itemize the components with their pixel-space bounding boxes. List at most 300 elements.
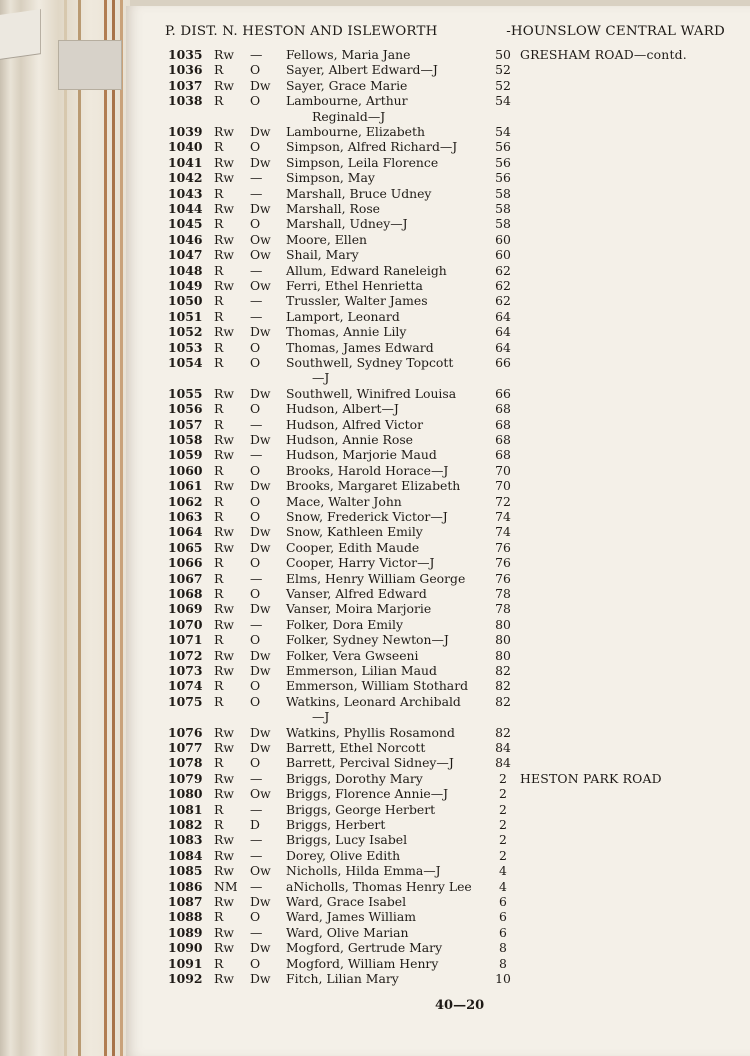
second-code: Ow [250,278,271,293]
entry-number: 1065 [168,539,203,555]
elector-name: Trussler, Walter James [286,293,428,309]
second-code: O [250,493,261,509]
house-number: 8 [499,955,507,971]
street-name: HESTON PARK ROAD [520,770,662,786]
second-code: D [250,817,260,832]
house-number: 62 [495,293,511,309]
second-code: — [250,770,263,786]
qualification-code: R [214,493,224,509]
house-number: 2 [499,801,507,817]
qualification-code: Rw [214,724,234,740]
house-number: 58 [495,185,511,201]
elector-name: Shail, Mary [286,247,359,263]
qualification-code: Rw [214,324,234,340]
qualification-code: Rw [214,863,234,879]
register-row [0,540,740,556]
house-number: 2 [499,847,507,863]
register-row [0,263,740,279]
entry-number: 1074 [168,678,203,694]
entry-number: 1092 [168,971,203,986]
elector-name: Snow, Kathleen Emily [286,524,423,540]
elector-name: Simpson, May [286,170,375,186]
entry-number: 1079 [168,770,203,786]
elector-name: Barrett, Ethel Norcott [286,740,426,755]
entry-number: 1090 [168,940,203,956]
register-row [0,586,740,602]
elector-name: Vanser, Moira Marjorie [286,601,432,617]
house-number: 2 [499,817,507,832]
register-row [0,617,740,633]
elector-name: Marshall, Bruce Udney [286,185,432,201]
register-row [0,571,740,587]
elector-name: Briggs, Dorothy Mary [286,770,423,786]
house-number: 52 [495,62,511,78]
house-number: 84 [495,755,511,771]
register-row [0,47,740,63]
entry-number: 1051 [168,308,203,324]
second-code: Dw [250,124,271,139]
house-number: 60 [495,247,511,263]
second-code: — [250,262,263,278]
house-number: 68 [495,447,511,463]
second-code: O [250,909,261,925]
second-code: Dw [250,385,271,401]
entry-number: 1052 [168,324,203,340]
second-code: O [250,509,261,524]
second-code: — [250,416,263,432]
house-number: 64 [495,308,511,324]
register-row [0,632,740,648]
second-code: Ow [250,786,271,802]
house-number: 66 [495,355,511,370]
register-row [0,663,740,679]
house-number: 78 [495,586,511,601]
second-code: Dw [250,971,271,986]
entry-number: 1059 [168,447,203,463]
elector-name: Mogford, William Henry [286,955,439,971]
entry-number: 1069 [168,601,203,617]
house-number: 56 [495,139,511,155]
register-row [0,494,740,510]
entry-number: 1067 [168,570,203,586]
entry-number: 1061 [168,478,203,494]
house-number: 82 [495,724,511,740]
qualification-code: R [214,293,224,309]
second-code: — [250,616,263,632]
house-number: 82 [495,663,511,678]
second-code: O [250,216,261,232]
second-code: O [250,355,261,370]
entry-number: 1048 [168,262,203,278]
entry-number: 1085 [168,863,203,879]
qualification-code: R [214,308,224,324]
qualification-code: Rw [214,231,234,247]
register-row [0,463,740,479]
register-row [0,940,740,956]
entry-number: 1064 [168,524,203,540]
house-number: 60 [495,231,511,247]
house-number: 4 [499,863,507,879]
register-row [0,417,740,433]
entry-number: 1040 [168,139,203,155]
qualification-code: Rw [214,77,234,93]
elector-name: Elms, Henry William George [286,570,466,586]
entry-number: 1072 [168,647,203,663]
entry-number: 1042 [168,170,203,186]
register-row [0,879,740,895]
second-code: Dw [250,324,271,340]
second-code: Dw [250,647,271,663]
page-footer: 40—20 [435,998,485,1013]
entry-number: 1045 [168,216,203,232]
entry-number: 1075 [168,693,203,709]
house-number: 74 [495,509,511,524]
house-number: 6 [499,924,507,940]
house-number: 56 [495,154,511,170]
register-row-continuation [0,709,740,725]
register-row [0,293,740,309]
qualification-code: R [214,139,224,155]
qualification-code: Rw [214,432,234,447]
elector-name: Sayer, Albert Edward—J [286,62,438,78]
second-code: — [250,832,263,848]
second-code: — [250,878,263,894]
qualification-code: R [214,755,224,771]
second-code: — [250,801,263,817]
entry-number: 1066 [168,555,203,571]
qualification-code: Rw [214,924,234,940]
qualification-code: R [214,586,224,601]
register-row [0,678,740,694]
house-number: 68 [495,401,511,417]
qualification-code: Rw [214,647,234,663]
elector-name: Hudson, Annie Rose [286,432,414,447]
elector-name: Vanser, Alfred Edward [286,586,427,601]
qualification-code: Rw [214,940,234,956]
second-code: — [250,447,263,463]
elector-name: Fellows, Maria Jane [286,47,411,62]
header-district: P. DIST. N. HESTON AND ISLEWORTH [165,24,438,39]
entry-number: 1057 [168,416,203,432]
register-row [0,817,740,833]
qualification-code: Rw [214,601,234,617]
entry-number: 1037 [168,77,203,93]
elector-name: Folker, Dora Emily [286,616,403,632]
qualification-code: R [214,355,224,370]
entry-number: 1081 [168,801,203,817]
second-code: Dw [250,539,271,555]
entry-number: 1089 [168,924,203,940]
entry-number: 1050 [168,293,203,309]
register-row [0,309,740,325]
register-row [0,201,740,217]
second-code: O [250,339,261,355]
elector-name: Watkins, Phyllis Rosamond [286,724,455,740]
elector-name: Brooks, Margaret Elizabeth [286,478,461,494]
entry-number: 1086 [168,878,203,894]
qualification-code: R [214,693,224,709]
elector-name: Marshall, Udney—J [286,216,408,232]
register-row [0,601,740,617]
elector-name: Snow, Frederick Victor—J [286,509,448,524]
house-number: 2 [499,832,507,848]
register-row [0,170,740,186]
register-row [0,925,740,941]
second-code: Ow [250,863,271,879]
elector-name: Lambourne, Arthur [286,93,408,109]
qualification-code: Rw [214,524,234,540]
qualification-code: Rw [214,539,234,555]
entry-number: 1060 [168,462,203,478]
entry-number: 1056 [168,401,203,417]
elector-name: Southwell, Sydney Topcott [286,355,454,370]
elector-name: Ward, Olive Marian [286,924,409,940]
qualification-code: R [214,509,224,524]
register-row [0,139,740,155]
second-code: — [250,185,263,201]
entry-number: 1035 [168,47,203,62]
qualification-code: R [214,909,224,925]
qualification-code: Rw [214,770,234,786]
qualification-code: R [214,185,224,201]
second-code: — [250,170,263,186]
elector-name: Nicholls, Hilda Emma—J [286,863,441,879]
second-code: O [250,955,261,971]
qualification-code: Rw [214,894,234,909]
entry-number: 1073 [168,663,203,678]
house-number: 50 [495,47,511,62]
page-header [165,24,725,39]
entry-number: 1078 [168,755,203,771]
qualification-code: Rw [214,740,234,755]
register-row [0,216,740,232]
register-row [0,971,740,987]
elector-name: Ferri, Ethel Henrietta [286,278,423,293]
register-row [0,725,740,741]
register-row [0,740,740,756]
register-row [0,909,740,925]
second-code: O [250,632,261,648]
entry-number: 1054 [168,355,203,370]
house-number: 54 [495,124,511,139]
entry-number: 1088 [168,909,203,925]
entry-number: 1053 [168,339,203,355]
second-code: O [250,93,261,109]
qualification-code: Rw [214,478,234,494]
elector-name: Sayer, Grace Marie [286,77,408,93]
register-row [0,447,740,463]
entry-number: 1068 [168,586,203,601]
second-code: O [250,693,261,709]
entry-number: 1049 [168,278,203,293]
elector-name: Mace, Walter John [286,493,402,509]
register-row [0,401,740,417]
second-code: — [250,47,263,62]
elector-name: Hudson, Alfred Victor [286,416,424,432]
second-code: Dw [250,478,271,494]
register-row [0,755,740,771]
house-number: 52 [495,77,511,93]
elector-name: Briggs, Lucy Isabel [286,832,408,848]
elector-name: Barrett, Percival Sidney—J [286,755,454,771]
second-code: Dw [250,740,271,755]
house-number: 2 [499,770,507,786]
second-code: Dw [250,154,271,170]
register-row [0,555,740,571]
elector-name: Lambourne, Elizabeth [286,124,425,139]
elector-name: aNicholls, Thomas Henry Lee [286,878,472,894]
elector-name: Fitch, Lilian Mary [286,971,399,986]
house-number: 62 [495,262,511,278]
second-code: — [250,308,263,324]
entry-number: 1036 [168,62,203,78]
qualification-code: Rw [214,832,234,848]
house-number: 6 [499,894,507,909]
elector-name: Southwell, Winifred Louisa [286,385,457,401]
register-row [0,478,740,494]
house-number: 8 [499,940,507,956]
qualification-code: R [214,93,224,109]
second-code: Dw [250,201,271,216]
entry-number: 1071 [168,632,203,648]
house-number: 62 [495,278,511,293]
register-row [0,956,740,972]
house-number: 82 [495,678,511,694]
house-number: 76 [495,570,511,586]
entry-number: 1080 [168,786,203,802]
qualification-code: Rw [214,385,234,401]
elector-name: Allum, Edward Raneleigh [286,262,447,278]
house-number: 70 [495,478,511,494]
second-code: — [250,847,263,863]
house-number: 80 [495,632,511,648]
house-number: 54 [495,93,511,109]
house-number: 66 [495,385,511,401]
house-number: 68 [495,416,511,432]
register-row [0,232,740,248]
elector-name: Ward, Grace Isabel [286,894,407,909]
qualification-code: Rw [214,47,234,62]
second-code: Dw [250,724,271,740]
second-code: Ow [250,231,271,247]
register-row [0,155,740,171]
second-code: O [250,586,261,601]
register-row [0,848,740,864]
entry-number: 1082 [168,817,203,832]
second-code: — [250,293,263,309]
entry-number: 1047 [168,247,203,263]
entry-number: 1063 [168,509,203,524]
elector-name: Simpson, Alfred Richard—J [286,139,458,155]
elector-name: Briggs, Florence Annie—J [286,786,449,802]
register-row [0,386,740,402]
entry-number: 1043 [168,185,203,201]
register-row [0,894,740,910]
entry-number: 1041 [168,154,203,170]
elector-name: Emmerson, William Stothard [286,678,469,694]
second-code: Dw [250,432,271,447]
house-number: 58 [495,201,511,216]
elector-name: Watkins, Leonard Archibald [286,693,461,709]
elector-name: Moore, Ellen [286,231,368,247]
register-row [0,278,740,294]
second-code: O [250,678,261,694]
elector-name: Cooper, Harry Victor—J [286,555,435,571]
second-code: O [250,401,261,417]
second-code: Ow [250,247,271,263]
entry-number: 1076 [168,724,203,740]
entry-number: 1058 [168,432,203,447]
qualification-code: Rw [214,247,234,263]
register-row [0,863,740,879]
street-name: GRESHAM ROAD—contd. [520,47,687,62]
register-row [0,832,740,848]
house-number: 64 [495,324,511,340]
elector-name-continuation: —J [312,709,330,725]
register-row [0,802,740,818]
house-number: 2 [499,786,507,802]
qualification-code: R [214,801,224,817]
second-code: Dw [250,894,271,909]
elector-name: Hudson, Marjorie Maud [286,447,437,463]
qualification-code: R [214,216,224,232]
qualification-code: Rw [214,124,234,139]
entry-number: 1070 [168,616,203,632]
house-number: 64 [495,339,511,355]
elector-name: Simpson, Leila Florence [286,154,439,170]
qualification-code: Rw [214,170,234,186]
house-number: 56 [495,170,511,186]
qualification-code: R [214,570,224,586]
qualification-code: R [214,632,224,648]
entry-number: 1055 [168,385,203,401]
register-row-continuation [0,370,740,386]
elector-name: Dorey, Olive Edith [286,847,401,863]
second-code: — [250,924,263,940]
qualification-code: R [214,462,224,478]
second-code: O [250,139,261,155]
elector-name: Ward, James William [286,909,417,925]
entry-number: 1062 [168,493,203,509]
second-code: Dw [250,940,271,956]
register-row [0,355,740,371]
qualification-code: R [214,678,224,694]
entry-number: 1091 [168,955,203,971]
house-number: 76 [495,539,511,555]
house-number: 58 [495,216,511,232]
entry-number: 1038 [168,93,203,109]
register-row [0,124,740,140]
qualification-code: NM [214,878,238,894]
qualification-code: R [214,955,224,971]
qualification-code: Rw [214,201,234,216]
entry-number: 1087 [168,894,203,909]
elector-name: Briggs, George Herbert [286,801,436,817]
second-code: O [250,462,261,478]
qualification-code: Rw [214,154,234,170]
house-number: 6 [499,909,507,925]
second-code: Dw [250,601,271,617]
register-row [0,648,740,664]
register-row [0,186,740,202]
qualification-code: Rw [214,663,234,678]
register-row [0,93,740,109]
qualification-code: R [214,401,224,417]
qualification-code: Rw [214,786,234,802]
house-number: 68 [495,432,511,447]
qualification-code: Rw [214,447,234,463]
house-number: 80 [495,616,511,632]
